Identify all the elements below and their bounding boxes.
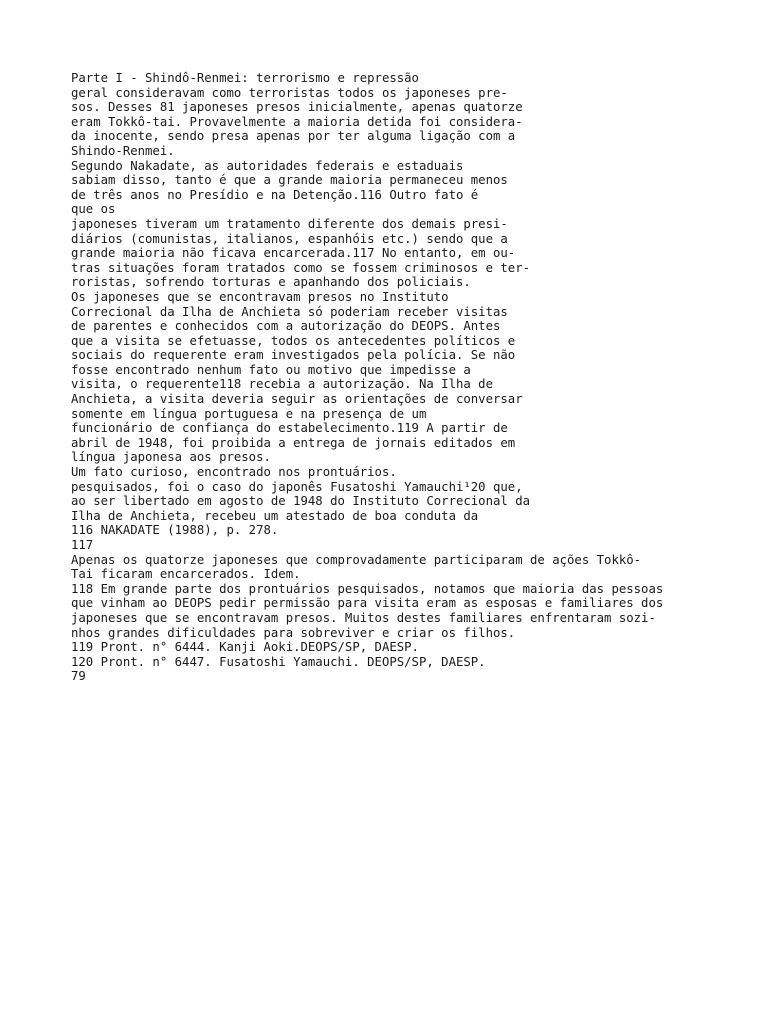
footnote-line: Apenas os quatorze japoneses que comprovadamente participaram de ações Tokkô-: [71, 552, 642, 567]
body-line: ao ser libertado em agosto de 1948 do Instituto Correcional da: [71, 494, 531, 509]
body-line: roristas, sofrendo torturas e apanhando dos policiais.: [71, 275, 471, 290]
body-line: abril de 1948, foi proibida a entrega de jornais editados em: [71, 435, 516, 450]
footnote-line: 118 Em grande parte dos prontuários pesquisados, notamos que maioria das pessoas: [71, 581, 664, 596]
footnote-line: 119 Pront. n° 6444. Kanji Aoki.DEOPS/SP, DAESP.: [71, 640, 419, 655]
footnote-line: Tai ficaram encarcerados. Idem.: [71, 567, 301, 582]
body-line: língua japonesa aos presos.: [71, 450, 271, 465]
body-line: somente em língua portuguesa e na presença de um: [71, 406, 427, 421]
body-line: Correcional da Ilha de Anchieta só poderiam receber visitas: [71, 304, 508, 319]
body-line: sos. Desses 81 japoneses presos inicialmente, apenas quatorze: [71, 100, 523, 115]
footnote-line: nhos grandes dificuldades para sobreviver e criar os filhos.: [71, 625, 516, 640]
body-line: da inocente, sendo presa apenas por ter alguma ligação com a: [71, 129, 516, 144]
body-line: Os japoneses que se encontravam presos no Instituto: [71, 289, 449, 304]
footnote-line: que vinham ao DEOPS pedir permissão para visita eram as esposas e familiares dos: [71, 596, 664, 611]
body-line: de parentes e conhecidos com a autorização do DEOPS. Antes: [71, 319, 501, 334]
footnote-line: japoneses que se encontravam presos. Muitos destes familiares enfrentaram sozi-: [71, 610, 656, 625]
running-header: Parte I - Shindô-Renmei: terrorismo e repressão: [71, 71, 419, 85]
body-line: diários (comunistas, italianos, espanhóis etc.) sendo que a: [71, 231, 508, 246]
body-line: funcionário de confiança do estabelecimento.119 A partir de: [71, 421, 508, 436]
body-line: japoneses tiveram um tratamento diferente dos demais presi-: [71, 216, 508, 231]
document-page: [71, 71, 711, 684]
body-line: pesquisados, foi o caso do japonês Fusatoshi Yamauchi¹20 que,: [71, 479, 523, 494]
body-line: Segundo Nakadate, as autoridades federais e estaduais: [71, 158, 464, 173]
body-line: Ilha de Anchieta, recebeu um atestado de boa conduta da: [71, 508, 479, 523]
body-line: que a visita se efetuasse, todos os antecedentes políticos e: [71, 333, 516, 348]
body-line: fosse encontrado nenhum fato ou motivo que impedisse a: [71, 362, 471, 377]
footnote-line: 120 Pront. n° 6447. Fusatoshi Yamauchi. DEOPS/SP, DAESP.: [71, 654, 486, 669]
body-line: grande maioria não ficava encarcerada.117 No entanto, em ou-: [71, 246, 516, 261]
body-line: sociais do requerente eram investigados pela polícia. Se não: [71, 348, 516, 363]
body-line: Um fato curioso, encontrado nos prontuários.: [71, 465, 397, 480]
body-line: Shindo-Renmei.: [71, 143, 175, 158]
page-number: 79: [71, 669, 86, 684]
footnote-line: 116 NAKADATE (1988), p. 278.: [71, 523, 279, 538]
body-line: Anchieta, a visita deveria seguir as orientações de conversar: [71, 392, 523, 407]
body-line: que os: [71, 202, 116, 217]
body-line: eram Tokkô-tai. Provavelmente a maioria detida foi considera-: [71, 114, 523, 129]
body-line: visita, o requerente118 recebia a autorização. Na Ilha de: [71, 377, 493, 392]
body-line: geral consideravam como terroristas todos os japoneses pre-: [71, 85, 508, 100]
body-line: tras situações foram tratados como se fossem criminosos e ter-: [71, 260, 531, 275]
body-line: de três anos no Presídio e na Detenção.116 Outro fato é: [71, 187, 479, 202]
body-line: sabiam disso, tanto é que a grande maioria permaneceu menos: [71, 173, 508, 188]
footnote-line: 117: [71, 538, 94, 552]
